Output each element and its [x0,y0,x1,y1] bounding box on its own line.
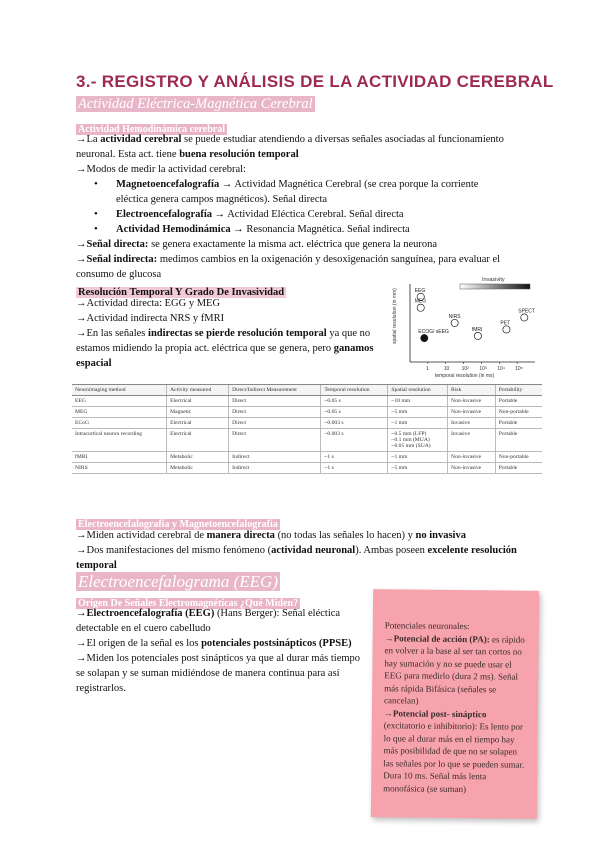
x-tick-label: 1 [425,366,429,372]
table-cell: Direct [229,418,321,429]
table-cell: ~1 mm [388,418,448,429]
table-cell: Indirect [229,452,321,463]
table-cell: ~0.05 s [321,407,388,418]
table-cell: Metabolic [167,452,229,463]
list-item: • Actividad Hemodinámica → Resonancia Magnética. Señal indirecta [76,222,506,237]
paragraph-activity: →La actividad cerebral se puede estudiar atendiendo a diversas señales asociadas al funcionamiento neuronal. Esta act. tiene buena resolución temporal [76,134,504,160]
table-cell: ~0.003 s [321,429,388,452]
paragraph-postsynaptic: →Miden los potenciales post sinápticos ya que al durar más tiempo se solapan y se suman midiéndose de manera continua para así registrarlos. [76,653,361,694]
resolution-chart [390,272,540,380]
table-cell: ~1 mm [388,452,448,463]
table-cell: Electrical [167,396,229,407]
table-cell: Portable [495,463,542,474]
data-label: MEG [414,298,427,305]
table-cell: ~5 mm [388,407,448,418]
table-cell: NIRS [72,463,167,474]
note-action-potential: →Potencial de acción (PA): es rápido en volver a la base al ser tan cortos no hay sumación y no se puede usar el EEG para medirlo (dura 2 ms). Señal más rápida Bifásica (señales se cancelan) [383,632,525,706]
x-tick-label: 10⁴ [497,366,506,372]
table-cell: Metabolic [167,463,229,474]
table-cell: Non-invasive [447,407,495,418]
note-postsynaptic-potential: →Potencial post- sináptico (excitatorio e inhibitorio): Es lento por lo que al durar más en el tiempo hay más posibilidad de que no se solapen las señales por lo que se pueden sumar. Dura 10 ms. Señal más lenta monofásica (se suman) [383,707,525,794]
line-indirect-activity: →Actividad indirecta NRS y fMRI [76,313,225,324]
table-cell: Portable [495,418,542,429]
y-axis-label: spatial resolution (in mm) [392,288,398,344]
table-cell: fMRI [72,452,167,463]
table-cell: ~1 s [321,452,388,463]
table-cell: ECoG [72,418,167,429]
table-cell: ~0.5 mm (LFP) ~0.1 mm (MUA) ~0.05 mm (SUA) [388,429,448,452]
paragraph-indirect-signal: →Señal indirecta: medimos cambios en la oxigenación y desoxigenación sanguínea, para evaluar el consumo de glucosa [76,254,501,280]
table-header-cell: Risk [447,385,495,396]
table-cell: Non-portable [495,452,542,463]
data-point-nirs [451,319,458,326]
table-cell: EEG [72,396,167,407]
table-cell: Electrical [167,418,229,429]
table-row [72,407,542,418]
table-header-cell: Direct/Indirect Measurement [229,385,321,396]
table-cell: Intracortical neuron recording [72,429,167,452]
table-cell: ~0.003 s [321,418,388,429]
heading-text: Actividad Eléctrica-Magnética Cerebral [78,96,313,112]
neuroimaging-table-wrapper [72,384,542,474]
x-tick-label: 10 [443,366,450,372]
table-cell: MEG [72,407,167,418]
table-row [72,463,542,474]
x-tick-label: 10³ [479,366,487,372]
table-cell: ~10 mm [388,396,448,407]
x-tick-label: 10⁵ [515,366,523,372]
table-cell: ~0.05 s [321,396,388,407]
paragraph-modes: →Modos de medir la actividad cerebral: [76,164,246,175]
table-cell: Non-invasive [447,396,495,407]
x-axis-label: temporal resolution (in ms) [435,373,495,379]
paragraph-resolution: →En las señales indirectas se pierde resolución temporal ya que no estamos midiendo la propia act. eléctrica que se genera, pero ganamos espacial [76,328,374,369]
table-cell: Direct [229,407,321,418]
table-cell: Non-invasive [447,452,495,463]
list-item: • Electroencefalografía → Actividad Eléctica Cerebral. Señal directa [76,207,506,222]
list-item: • Magnetoencefalografía → Actividad Magnética Cerebral (se crea porque la corriente eléctica genera campos magnéticos). Señal directa [76,177,506,207]
data-point-meg [417,304,424,311]
table-cell: Non-portable [495,407,542,418]
note-title: Potenciales neuronales: [384,620,470,632]
chart-title: Invasivity [482,277,505,283]
subheading-origin: Origen De Señales Electromagnéticas ¿Qué Miden? [78,598,299,609]
table-header-cell: Spatial resolution [388,385,448,396]
table-cell: Electrical [167,429,229,452]
data-label: EEG [414,287,426,294]
table-header-cell: Portability [495,385,542,396]
data-point-pet [503,326,510,333]
table-row [72,396,542,407]
table-cell: Invasive [447,429,495,452]
table-cell: Magnetic [167,407,229,418]
table-row [72,429,542,452]
data-label: fMRI [471,326,483,333]
data-label: SPECT [518,308,535,315]
table-cell: Direct [229,429,321,452]
subheading-resolution: Resolución Temporal Y Grado De Invasividad [78,287,285,298]
table-cell: ~5 mm [388,463,448,474]
table-cell: Invasive [447,418,495,429]
subheading-eeg-meg: Electroencefalografía y Magnetoencefalografía [78,519,278,530]
table-row [72,452,542,463]
table-header-cell: Temporal resolution [321,385,388,396]
data-point-ecog-seeg [421,335,428,342]
data-label: NIRS [448,313,461,320]
paragraph-eeg-definition: →Electroencefalografía (EEG) (Hans Berger): Señal eléctica detectable en el cuero cabelludo [76,608,341,634]
paragraph-direct-measurement: →Miden actividad cerebral de manera directa (no todas las señales lo hacen) y no invasiva [76,530,466,541]
table-cell: ~1 s [321,463,388,474]
data-point-fmri [474,332,481,339]
section-heading-eeg: Electroencefalograma (EEG) [78,572,278,591]
table-cell: Portable [495,429,542,452]
table-cell: Indirect [229,463,321,474]
line-direct-activity: →Actividad directa: EGG y MEG [76,298,221,309]
invasivity-gradient-bar [460,284,530,289]
section-heading-electric [76,95,315,113]
table-header-cell: Activity measured [167,385,229,396]
table-header-cell: Neuroimaging method [72,385,167,396]
x-tick-label: 10² [461,366,469,372]
paragraph-signal-origin: →El origen de la señal es los potenciales postsinápticos (PPSE) [76,638,352,649]
sticky-note [371,589,539,819]
neuroimaging-table [72,384,542,474]
table-cell: Non-invasive [447,463,495,474]
data-point-spect [521,314,528,321]
data-label: PET [500,320,511,327]
subheading-hemodynamic: Actividad Hemodinámica cerebral [78,124,226,135]
data-label: ECOG/ sEEG [418,329,449,336]
table-row [72,418,542,429]
modes-list [76,177,506,237]
table-cell: Portable [495,396,542,407]
paragraph-manifestations: →Dos manifestaciones del mismo fenómeno (actividad neuronal). Ambas poseen excelente resolución temporal [76,545,517,571]
table-cell: Direct [229,396,321,407]
page-title: 3.- REGISTRO Y ANÁLISIS DE LA ACTIVIDAD CEREBRAL [76,72,554,91]
paragraph-direct-signal: →Señal directa: se genera exactamente la misma act. eléctrica que genera la neurona [76,239,438,250]
